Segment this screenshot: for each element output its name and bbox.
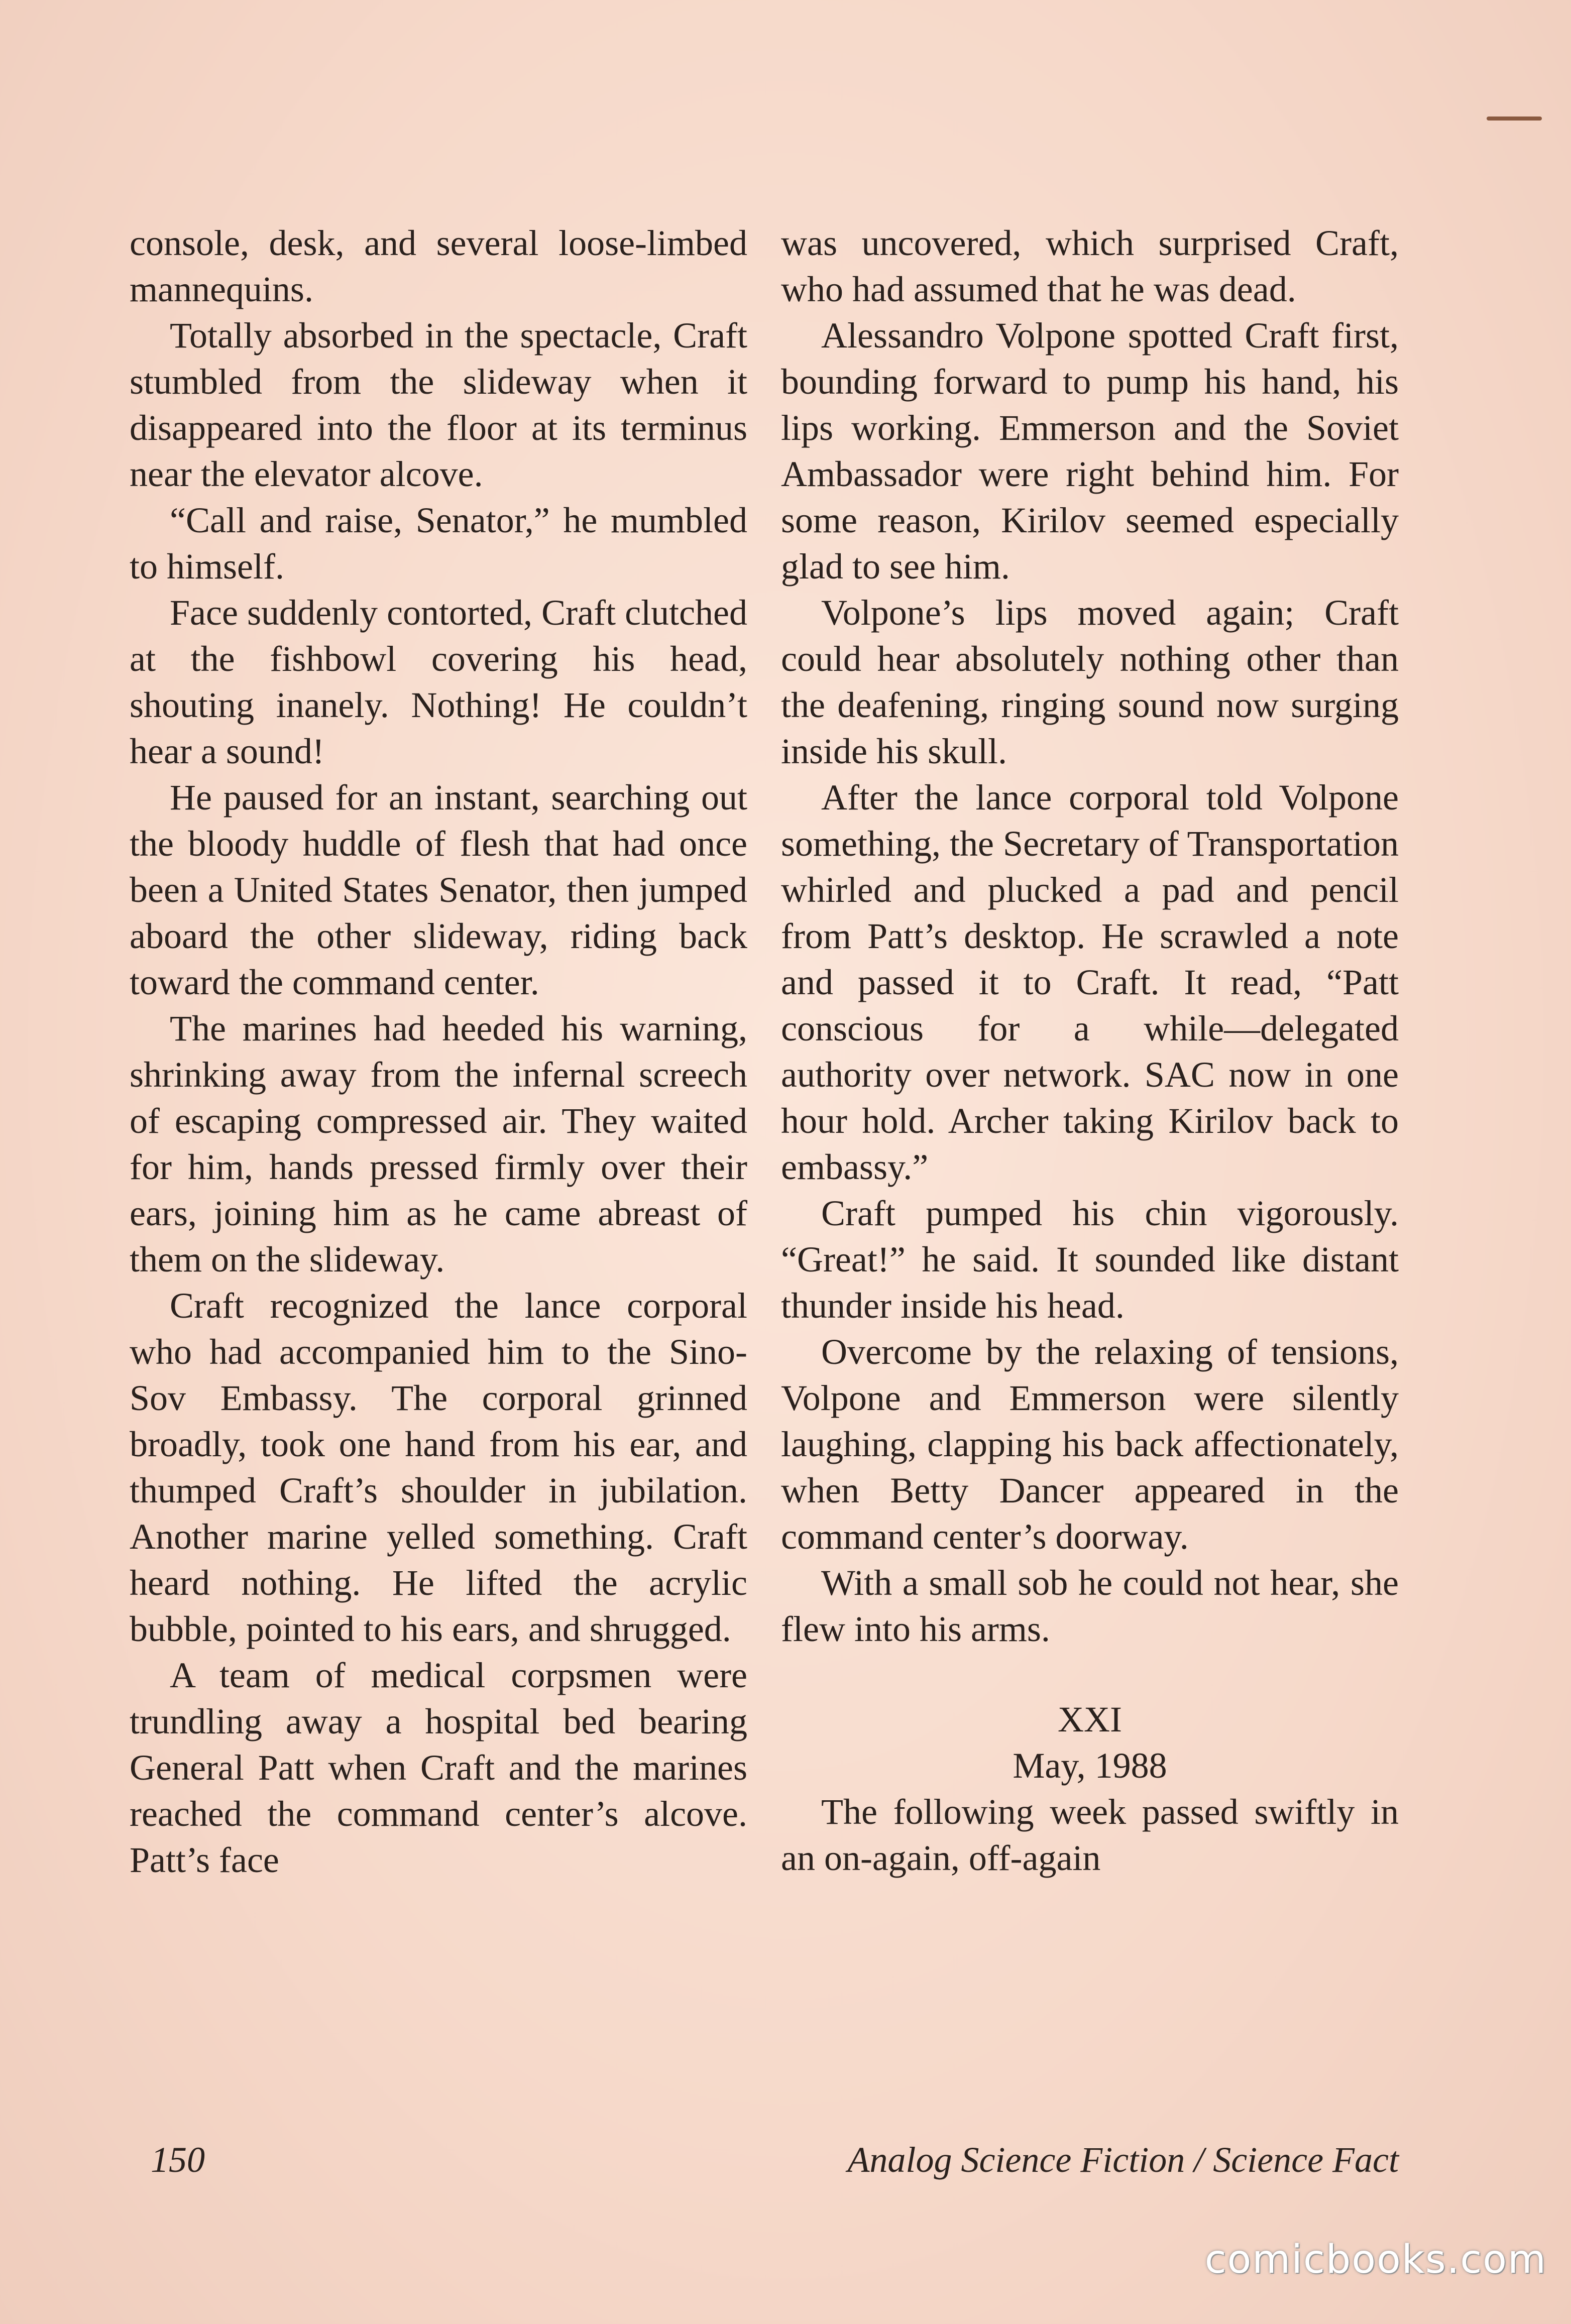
right-column <box>781 220 1399 1881</box>
page-number: 150 <box>151 2140 205 2180</box>
paragraph: The following week passed swiftly in an on-again, off-again <box>781 1792 1399 1878</box>
paragraph: Totally absorbed in the spectacle, Craft stumbled from the slideway when it disappeared into the floor at its terminus near the elevator alcove. <box>130 315 747 494</box>
paragraph: was uncovered, which surprised Craft, who had assumed that he was dead. <box>781 223 1399 309</box>
paragraph: A team of medical corpsmen were trundling away a hospital bed bearing General Patt when Craft and the marines reached the command center’s alcove. Patt’s face <box>130 1655 747 1880</box>
paragraph: Overcome by the relaxing of tensions, Volpone and Emmerson were silently laughing, clapping his back affectionately, when Betty Dancer appeared in the command center’s doorway. <box>781 1332 1399 1557</box>
section-date: May, 1988 <box>1013 1746 1167 1786</box>
section-number: XXI <box>1058 1699 1122 1739</box>
paragraph: After the lance corporal told Volpone something, the Secretary of Transportation whirled and plucked a pad and pencil from Patt’s desktop. He scrawled a note and passed it to Craft. It read, “Patt conscious for a while—delegated authority over network. SAC now in one hour hold. Archer taking Kirilov back to embassy.” <box>781 777 1399 1187</box>
paragraph: With a small sob he could not hear, she flew into his arms. <box>781 1563 1399 1649</box>
paragraph: Volpone’s lips moved again; Craft could hear absolutely nothing other than the deafening, ringing sound now surging inside his skull. <box>781 593 1399 771</box>
paragraph: The marines had heeded his warning, shrinking away from the infernal screech of escaping compressed air. They waited for him, hands pressed firmly over their ears, joining him as he came abreast of them on the slideway. <box>130 1008 747 1280</box>
paragraph: Craft pumped his chin vigorously. “Great!” he said. It sounded like distant thunder inside his head. <box>781 1193 1399 1326</box>
watermark: comicbooks.com <box>1204 2237 1547 2282</box>
paragraph: Alessandro Volpone spotted Craft first, bounding forward to pump his hand, his lips working. Emmerson and the Soviet Ambassador were right behind him. For some reason, Kirilov seemed especially glad to see him. <box>781 315 1399 587</box>
paragraph: console, desk, and several loose-limbed mannequins. <box>130 223 747 309</box>
paragraph: “Call and raise, Senator,” he mumbled to himself. <box>130 500 747 587</box>
paragraph: Craft recognized the lance corporal who had accompanied him to the Sino-Sov Embassy. The corporal grinned broadly, took one hand from his ear, and thumped Craft’s shoulder in jubilation. Another marine yelled something. Craft heard nothing. He lifted the acrylic bubble, pointed to his ears, and shrugged. <box>130 1286 747 1649</box>
edge-mark <box>1487 117 1542 121</box>
paragraph: Face suddenly contorted, Craft clutched at the fishbowl covering his head, shouting inanely. Nothing! He couldn’t hear a sound! <box>130 593 747 771</box>
left-column <box>130 220 747 1883</box>
paragraph: He paused for an instant, searching out the bloody huddle of flesh that had once been a United States Senator, then jumped aboard the other slideway, riding back toward the command center. <box>130 777 747 1002</box>
running-footer-title: Analog Science Fiction / Science Fact <box>847 2140 1399 2180</box>
